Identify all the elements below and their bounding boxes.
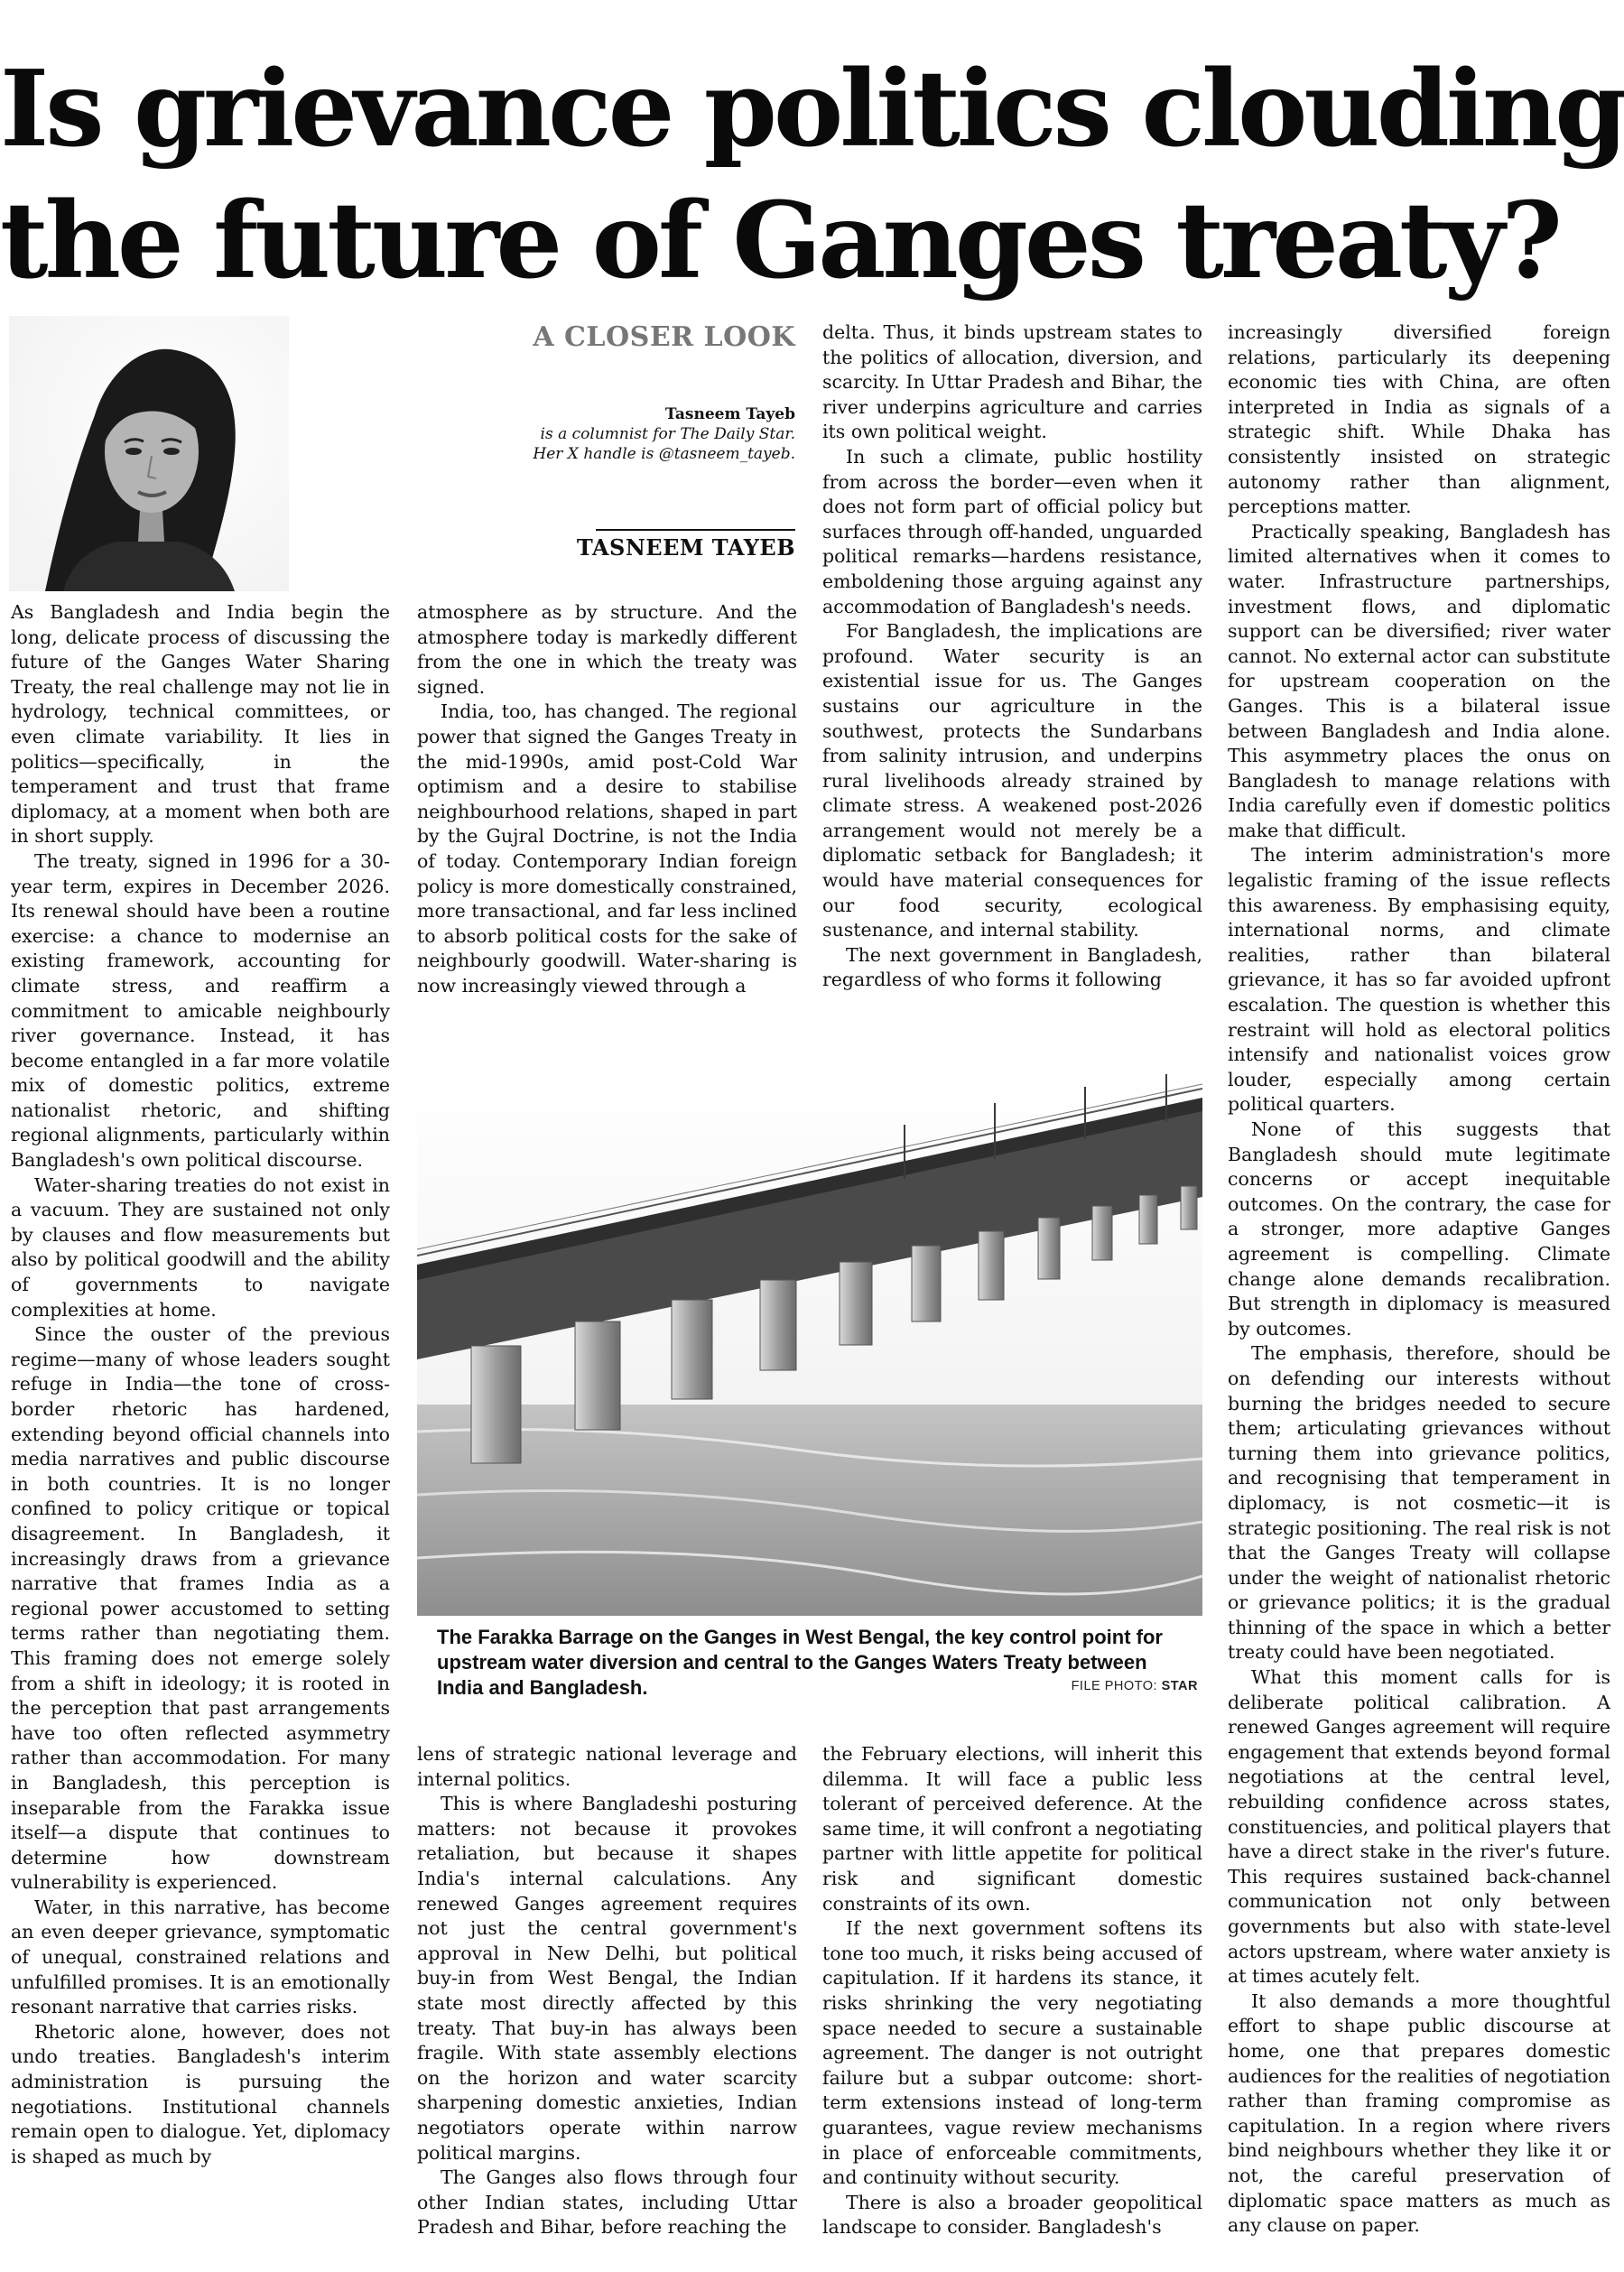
paragraph: There is also a broader geopolitical landscape to consider. Bangladesh's bbox=[822, 2191, 1202, 2239]
paragraph: the February elections, will inherit this dilemma. It will face a public less tolerant of perceived deference. At the same time, it will confront a negotiating partner with little appetite for political risk and significant domestic constraints of its own. bbox=[822, 1743, 1202, 1915]
paragraph: Rhetoric alone, however, does not undo treaties. Bangladesh's interim administration is pursuing the negotiations. Institutional channels remain open to dialogue. Yet, diplomacy is shaped as much by bbox=[11, 2020, 390, 2167]
paragraph: India, too, has changed. The regional power that signed the Ganges Treaty in the mid-1990s, amid post-Cold War optimism and a desire to stabilise neighbourhood relations, shaped in part by the Gujral Doctrine, is not the India of today. Contemporary Indian foreign policy is more domestically constrained, more transactional, and far less inclined to absorb political costs for the sake of neighbourly goodwill. Water-sharing is now increasingly viewed through a bbox=[417, 700, 797, 997]
author-portrait bbox=[9, 316, 289, 591]
article-column-1 bbox=[11, 600, 390, 2267]
paragraph: The interim administration's more legalistic framing of the issue reflects this awareness. By emphasising equity, international norms, and climate realities, rather than bilateral grievance, it has so far avoided upfront escalation. The question is whether this restraint will hold as electoral politics intensify and nationalist voices grow louder, especially among certain political quarters. bbox=[1228, 844, 1610, 1116]
article-column-2-bottom bbox=[417, 1742, 797, 2267]
article-column-2-top bbox=[417, 600, 797, 1056]
bio-line-2: Her X handle is @tasneem_tayeb. bbox=[533, 445, 795, 463]
paragraph: increasingly diversified foreign relations, particularly its deepening economic ties with China, are often interpreted in India as signals of a strategic shift. While Dhaka has consistently insisted on strategic autonomy rather than alignment, perceptions matter. bbox=[1228, 321, 1610, 518]
bio-line-1: is a columnist for The Daily Star. bbox=[540, 425, 795, 443]
paragraph: For Bangladesh, the implications are profound. Water security is an existential issue for us. The Ganges sustains our agriculture in the southwest, protects the Sundarbans from salinity intrusion, and underpins rural livelihoods already strained by climate stress. A weakened post-2026 arrangement would not merely be a diplomatic setback for Bangladesh; it would have material consequences for our food security, ecological sustenance, and internal stability. bbox=[822, 620, 1202, 941]
headline bbox=[0, 43, 1624, 307]
paragraph: The treaty, signed in 1996 for a 30-year term, expires in December 2026. Its renewal should have been a routine exercise: a chance to modernise an existing framework, accounting for climate stress, and reaffirm a commitment to amicable neighbourly river governance. Instead, it has become entangled in a far more volatile mix of domestic politics, extreme nationalist rhetoric, and shifting regional alignments, particularly within Bangladesh's own political discourse. bbox=[11, 849, 390, 1172]
paragraph: delta. Thus, it binds upstream states to the politics of allocation, diversion, and scarcity. In Uttar Pradesh and Bihar, the river underpins agriculture and carries its own political weight. bbox=[822, 321, 1202, 443]
paragraph: This is where Bangladeshi posturing matters: not because it provokes retaliation, but because it shapes India's internal calculations. Any renewed Ganges agreement requires not just the central government's approval in New Delhi, but political buy-in from West Bengal, the Indian state most directly affected by this treaty. That buy-in has always been fragile. With state assembly elections on the horizon and water scarcity sharpening domestic anxieties, Indian negotiators operate within narrow political margins. bbox=[417, 1793, 797, 2164]
photo-credit-source: STAR bbox=[1161, 1679, 1198, 1693]
paragraph: The Ganges also flows through four other Indian states, including Uttar Pradesh and Bihar, before reaching the bbox=[417, 2166, 797, 2239]
kicker: A CLOSER LOOK bbox=[533, 321, 795, 353]
bio-author-name: Tasneem Tayeb bbox=[664, 405, 795, 423]
paragraph: It also demands a more thoughtful effort to shape public discourse at home, one that prepares domestic audiences for the realities of negotiation rather than framing compromise as capitulation. In a region where rivers bind neighbours whether they like it or not, the careful preservation of diplomatic space matters as much as any clause on paper. bbox=[1228, 1989, 1610, 2237]
paragraph: If the next government softens its tone too much, it risks being accused of capitulation. If it hardens its stance, it risks shrinking the very negotiating space needed to secure a sustainable agreement. The danger is not outright failure but a subpar outcome: short-term extensions instead of long-term guarantees, vague review mechanisms in place of enforceable commitments, and continuity without security. bbox=[822, 1917, 1202, 2189]
article-column-3-top bbox=[822, 320, 1202, 1056]
paragraph: Practically speaking, Bangladesh has limited alternatives when it comes to water. Infrastructure partnerships, investment flows, and diplomatic support can be diversified; river water cannot. No external actor can substitute for upstream cooperation on the Ganges. This is a bilateral issue between Bangladesh and India alone. This asymmetry places the onus on Bangladesh to manage relations with India carefully even if domestic politics make that difficult. bbox=[1228, 520, 1610, 841]
paragraph: None of this suggests that Bangladesh should mute legitimate concerns or accept inequitable outcomes. On the contrary, the case for a stronger, more adaptive Ganges agreement is compelling. Climate change alone demands recalibration. But strength in diplomacy is measured by outcomes. bbox=[1228, 1118, 1610, 1340]
photo-credit-prefix: FILE PHOTO: bbox=[1071, 1679, 1162, 1693]
paragraph: The next government in Bangladesh, regardless of who forms it following bbox=[822, 943, 1202, 991]
headline-line-1: Is grievance politics clouding bbox=[0, 48, 1624, 171]
author-bio bbox=[416, 404, 795, 464]
paragraph: In such a climate, public hostility from across the border—even when it does not form part of official policy but surfaces through off-handed, unguarded political remarks—hardens resistance, emboldening those arguing against any accommodation of Bangladesh's needs. bbox=[822, 445, 1202, 617]
paragraph: lens of strategic national leverage and internal politics. bbox=[417, 1743, 797, 1790]
paragraph: Water, in this narrative, has become an even deeper grievance, symptomatic of unequal, constrained relations and unfulfilled promises. It is an emotionally resonant narrative that carries risks. bbox=[11, 1896, 390, 2018]
article-column-3-bottom bbox=[822, 1742, 1202, 2267]
paragraph: Since the ouster of the previous regime—many of whose leaders sought refuge in India—the tone of cross-border rhetoric has hardened, extending beyond official channels into media narratives and public discourse in both countries. It is no longer confined to policy critique or topical disagreement. In Bangladesh, it increasingly draws from a grievance narrative that frames India as a regional power accustomed to setting terms rather than negotiating them. This framing does not emerge solely from a shift in ideology; it is rooted in the perception that past arrangements have too often reflected asymmetry rather than accommodation. For many in Bangladesh, this perception is inseparable from the Farakka issue itself—a dispute that continues to determine how downstream vulnerability is experienced. bbox=[11, 1323, 390, 1894]
photo-caption: The Farakka Barrage on the Ganges in West Bengal, the key control point for upstream water diversion and central to the Ganges Waters Treaty between India and Bangladesh. bbox=[437, 1626, 1163, 1699]
photo-credit bbox=[1072, 1679, 1198, 1693]
byline: TASNEEM TAYEB bbox=[576, 534, 795, 561]
byline-rule bbox=[596, 529, 795, 531]
paragraph: Water-sharing treaties do not exist in a vacuum. They are sustained not only by clauses and flow measurements but also by political goodwill and the ability of governments to navigate complexities at home. bbox=[11, 1173, 390, 1321]
headline-line-2: the future of Ganges treaty? bbox=[0, 180, 1560, 302]
paragraph: atmosphere as by structure. And the atmosphere today is markedly different from the one in which the treaty was signed. bbox=[417, 601, 797, 698]
paragraph: As Bangladesh and India begin the long, delicate process of discussing the future of the Ganges Water Sharing Treaty, the real challenge may not lie in hydrology, technical committees, or even climate variability. It lies in politics—specifically, in the temperament and trust that frame diplomacy, at a moment when both are in short supply. bbox=[11, 601, 390, 848]
barrage-photo bbox=[417, 1071, 1202, 1616]
paragraph: The emphasis, therefore, should be on defending our interests without burning the bridges needed to secure them; articulating grievances without turning them into grievance politics, and recognising that temperament in diplomacy, is not cosmetic—it is strategic positioning. The real risk is not that the Ganges Treaty will collapse under the weight of nationalist rhetoric or grievance politics; it is the gradual thinning of the space in which a better treaty could have been negotiated. bbox=[1228, 1342, 1610, 1664]
paragraph: What this moment calls for is deliberate political calibration. A renewed Ganges agreement will require engagement that extends beyond formal negotiations at the central level, rebuilding confidence across states, constituencies, and political players that have a direct stake in the river's future. This requires sustained back-channel communication not only between governments but also with state-level actors upstream, where water anxiety is at times acutely felt. bbox=[1228, 1666, 1610, 1988]
article-column-4 bbox=[1228, 320, 1610, 2267]
